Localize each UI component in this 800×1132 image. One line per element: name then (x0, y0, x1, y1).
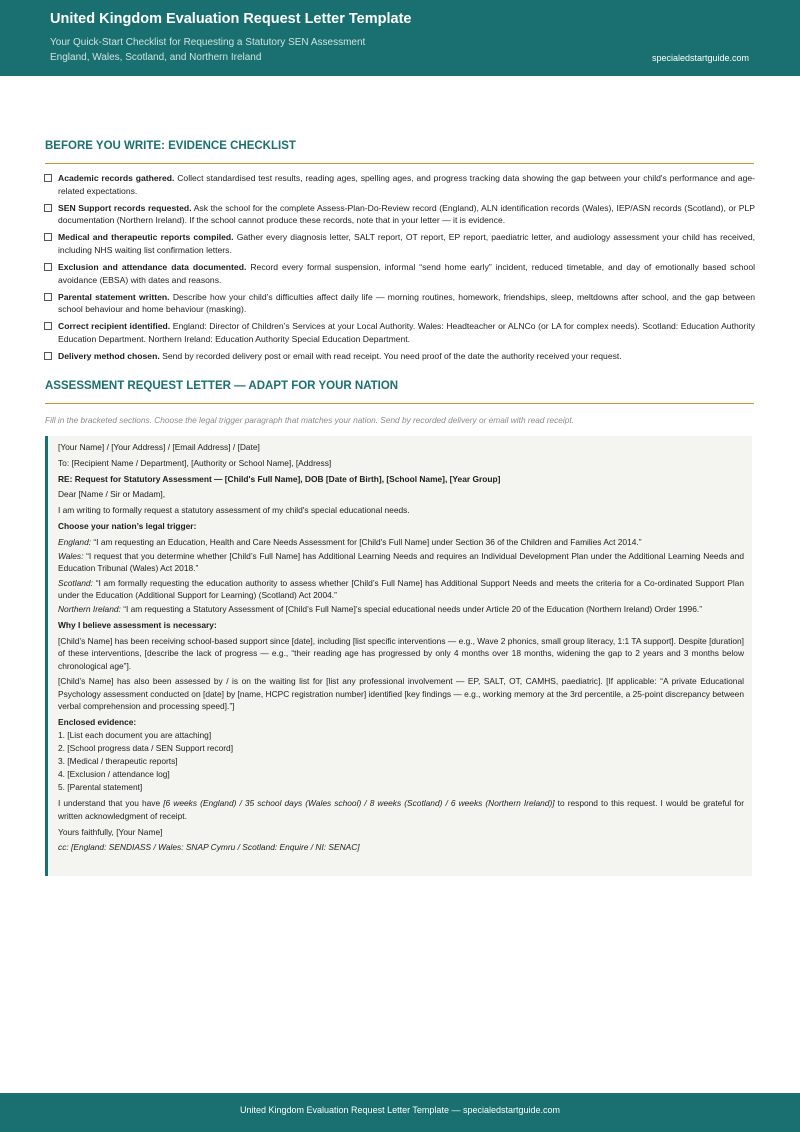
trigger-wales (58, 550, 744, 575)
checkbox[interactable] (44, 322, 52, 330)
checklist-item (44, 261, 755, 286)
checklist-heading: BEFORE YOU WRITE: EVIDENCE CHECKLIST (45, 140, 296, 152)
list-item: 5. [Parental statement] (58, 781, 143, 792)
nation-label: England: (58, 536, 92, 547)
checklist-item-text: Record every formal suspension, informal “send home early” incident, reduced timetable, and day of emotionally based school avoidance (EBSA) with dates and reasons. (58, 262, 756, 285)
page-header (0, 0, 800, 76)
checklist-item (44, 172, 755, 197)
deadline-paragraph (58, 797, 744, 822)
checklist-item (44, 231, 755, 256)
checklist-item-text: Send by recorded delivery post or email with read receipt. You need proof of the date the authority received your request. (162, 351, 622, 362)
checklist-item-label: Correct recipient identified. (58, 321, 171, 332)
site-url[interactable]: specialedstartguide.com (651, 53, 749, 63)
trigger-heading: Choose your nation’s legal trigger: (58, 520, 197, 531)
list-item: 2. [School progress data / SEN Support record] (58, 743, 234, 754)
checkbox[interactable] (44, 263, 52, 271)
signoff: Yours faithfully, [Your Name] (58, 826, 163, 837)
trigger-text: “I am requesting an Education, Health and Care Needs Assessment for [Child's Full Name] under Section 36 of the Children and Families Act 2014.” (93, 536, 642, 547)
checklist-item-label: Academic records gathered. (58, 173, 175, 183)
list-item: 3. [Medical / therapeutic reports] (58, 756, 178, 767)
letter-divider (45, 403, 754, 404)
checklist-item (44, 320, 755, 345)
deadline-options: [6 weeks (England) / 35 school days (Wales school) / 8 weeks (Scotland) / 6 weeks (Northern Ireland)] (163, 798, 555, 809)
salutation: Dear [Name / Sir or Madam], (58, 489, 166, 500)
checkbox[interactable] (44, 352, 52, 360)
checklist-item-text: England: Director of Children’s Services at your Local Authority. Wales: Headteacher or ALNCo (or LA for complex needs). Scotland: Education Authority Education Department. Northern Ireland: Education Authority Special Education Department. (58, 321, 755, 345)
checklist-item-label: Exclusion and attendance data documented. (58, 262, 247, 273)
checklist-item (44, 291, 755, 316)
trigger-england (58, 536, 744, 548)
checklist-item-text: Describe how your child’s difficulties affect daily life — morning routines, homework, friendships, sleep, meltdowns after school, and the gap between school behaviour and home behaviour (masking). (58, 291, 756, 315)
checklist-item-text: Collect standardised test results, reading ages, spelling ages, and progress tracking data showing the gap between your child's performance and age-related expectations. (58, 173, 755, 196)
trigger-scotland (58, 577, 744, 602)
checkbox[interactable] (44, 204, 52, 212)
letter-instructions: Fill in the bracketed sections. Choose the legal trigger paragraph that matches your nation. Send by recorded delivery or email with read receipt. (45, 415, 574, 425)
checklist-item-label: Delivery method chosen. (58, 351, 160, 362)
letter-heading: ASSESSMENT REQUEST LETTER — ADAPT FOR YOUR NATION (45, 380, 399, 392)
checklist-item-label: Parental statement written. (58, 291, 170, 302)
why-paragraph-1: [Child’s Name] has been receiving school-based support since [date], including [list specific interventions — e.g., Wave 2 phonics, small group literacy, 1:1 TA support]. Despite [duration] of these interventions, [describe the lack of progress — e.g., “their reading age has progressed by only 4 months over 18 months, widening the gap to 2 years and 3 months below chronological age”]. (58, 635, 744, 671)
list-item: 1. [List each document you are attaching] (58, 730, 212, 741)
nation-label: Scotland: (58, 577, 93, 588)
why-heading: Why I believe assessment is necessary: (58, 620, 217, 630)
letter-template (45, 436, 752, 876)
document-title: United Kingdom Evaluation Request Letter Template (50, 11, 412, 27)
checkbox[interactable] (44, 174, 52, 182)
checklist-item (44, 350, 755, 363)
checklist-divider (45, 163, 754, 164)
evidence-checklist (44, 172, 755, 367)
page-footer: United Kingdom Evaluation Request Letter Template — specialedstartguide.com (0, 1093, 800, 1132)
trigger-text: “I request that you determine whether [Child’s Full Name] has Additional Learning Needs and requires an Individual Development Plan under the Additional Learning Needs and Education Tribunal (Wales) Act 2018.” (58, 550, 744, 574)
why-paragraph-2: [Child’s Name] has also been assessed by / is on the waiting list for [list any professional involvement — EP, SALT, OT, CAMHS, paediatric]. [If applicable: “A private Educational Psychology assessment conducted on [date] by [name, HCPC registration number] identified [key findings — e.g., working memory at the 3rd percentile, a 25-point discrepancy between verbal comprehension and processing speed].”] (58, 676, 744, 712)
trigger-northern-ireland (58, 603, 744, 615)
trigger-text: “I am formally requesting the education authority to assess whether [Child’s Full Name] has Additional Support Needs and meets the criteria for a Co-ordinated Support Plan under the Education (Additional Support for Learning) (Scotland) Act 2004.” (58, 577, 744, 600)
checklist-item-label: Medical and therapeutic reports compiled. (58, 232, 234, 243)
deadline-pre: I understand that you have (58, 798, 161, 809)
checkbox[interactable] (44, 233, 52, 241)
nation-label: Northern Ireland: (58, 604, 121, 615)
trigger-text: “I am requesting a Statutory Assessment of [Child’s Full Name]’s special educational needs under Article 20 of the Education (Northern Ireland) Order 1996.” (123, 604, 702, 615)
checklist-item-label: SEN Support records requested. (58, 202, 192, 213)
list-item: 4. [Exclusion / attendance log] (58, 768, 170, 779)
checklist-item (44, 202, 755, 227)
recipient-line: To: [Recipient Name / Department], [Authority or School Name], [Address] (58, 457, 332, 468)
intro-paragraph: I am writing to formally request a statutory assessment of my child's special educational needs. (58, 505, 410, 516)
cc-line: cc: [England: SENDIASS / Wales: SNAP Cymru / Scotland: Enquire / NI: SENAC] (58, 842, 360, 853)
sender-line: [Your Name] / [Your Address] / [Email Address] / [Date] (58, 442, 260, 452)
deadline-post: to respond to this request. I would be grateful for written acknowledgment of receipt. (58, 798, 745, 821)
document-subtitle: Your Quick-Start Checklist for Requesting a Statutory SEN Assessment (50, 37, 366, 48)
subject-line: RE: Request for Statutory Assessment — [Child's Full Name], DOB [Date of Birth], [School Name], [Year Group] (58, 473, 501, 484)
checklist-item-text: Ask the school for the complete Assess-Plan-Do-Review record (England), ALN identification records (Wales), IEP/ASN records (Scotland), or PLP documentation (Northern Ireland). If the school cannot produce these records, note that in your letter — it is evidence. (58, 202, 755, 226)
checkbox[interactable] (44, 293, 52, 301)
nation-label: Wales: (58, 550, 84, 561)
enclosed-heading: Enclosed evidence: (58, 717, 137, 728)
checklist-item-text: Gather every diagnosis letter, SALT report, OT report, EP report, paediatric letter, and audiology assessment your child has received, including NHS waiting list confirmation letters. (58, 232, 755, 255)
enclosed-list (58, 729, 744, 793)
document-nations-line: England, Wales, Scotland, and Northern Ireland (50, 52, 262, 63)
